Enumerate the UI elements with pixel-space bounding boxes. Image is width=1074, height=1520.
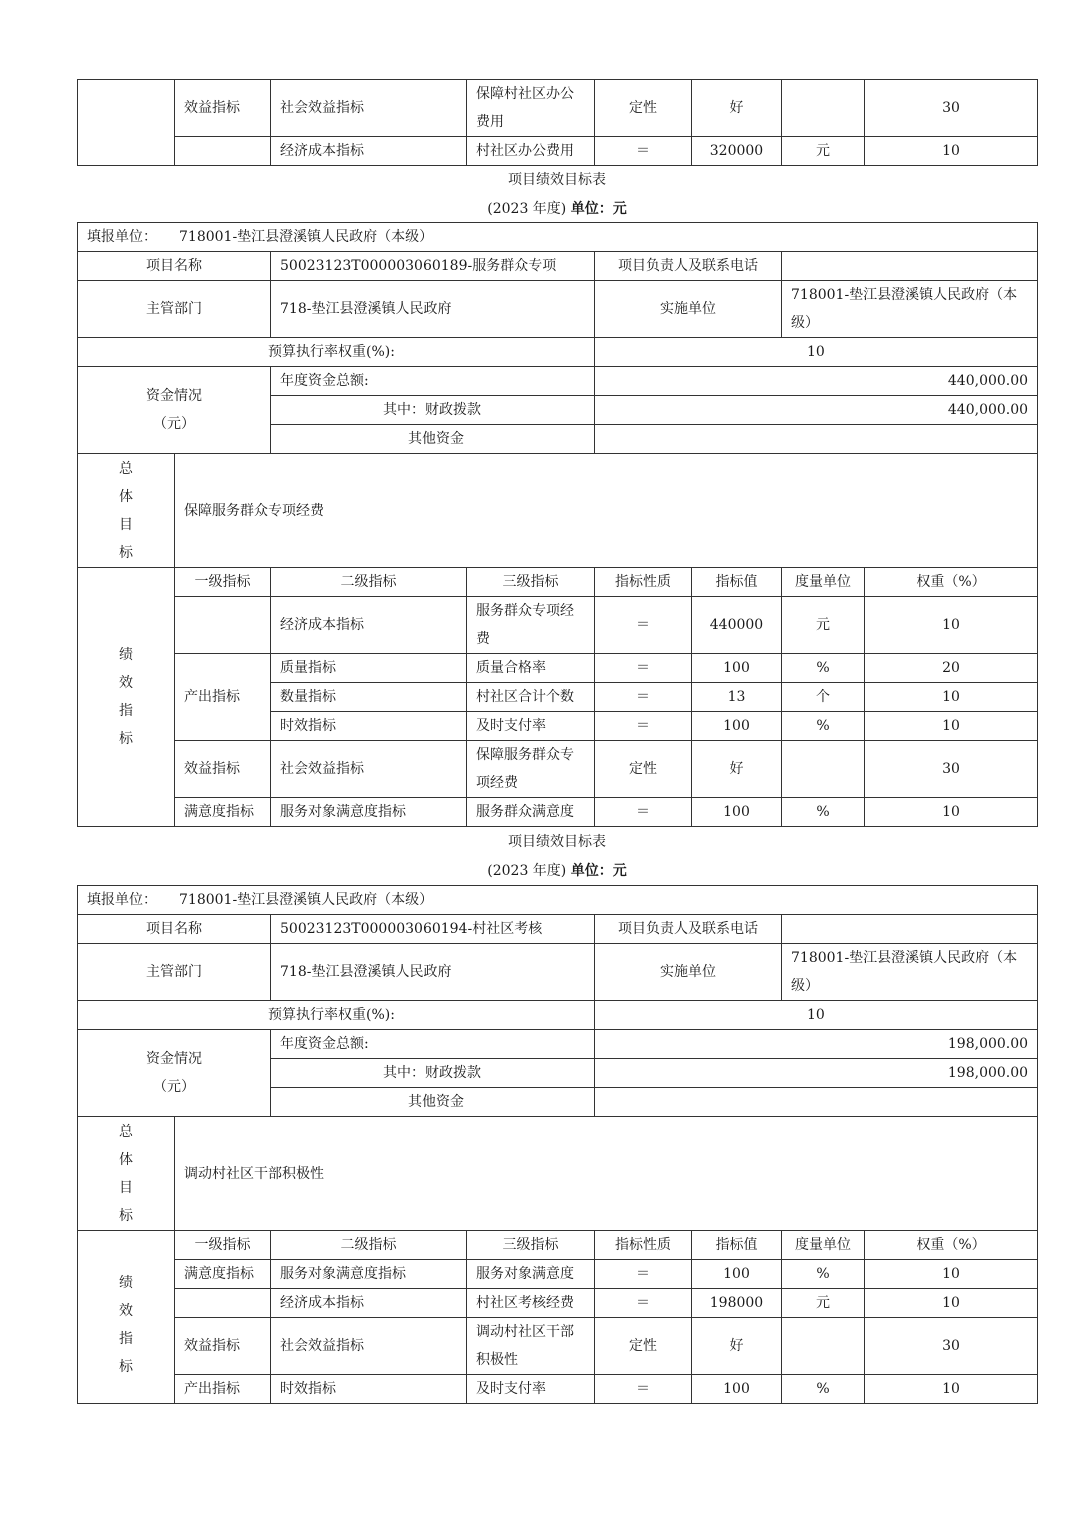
level2-cell: 时效指标 xyxy=(271,1375,467,1404)
overall-goal-value: 保障服务群众专项经费 xyxy=(175,454,1038,568)
fund-other-value xyxy=(595,425,1038,454)
table-title: 项目绩效目标表 xyxy=(508,172,606,188)
unit-cell: 元 xyxy=(782,597,865,654)
nature-cell: 定性 xyxy=(595,741,692,798)
col-header-level1: 一级指标 xyxy=(175,1231,271,1260)
reporting-unit-row: 填报单位： 718001-垫江县澄溪镇人民政府（本级） xyxy=(78,886,1038,915)
level2-cell: 质量指标 xyxy=(271,654,467,683)
table-row xyxy=(78,137,1038,166)
fund-total-label: 年度资金总额: xyxy=(271,1030,595,1059)
budget-weight-value: 10 xyxy=(595,338,1038,367)
weight-cell: 10 xyxy=(865,1375,1038,1404)
nature-cell: ＝ xyxy=(595,1375,692,1404)
value-cell: 100 xyxy=(692,798,782,827)
value-cell: 440000 xyxy=(692,597,782,654)
dept-label: 主管部门 xyxy=(78,281,271,338)
value-cell: 100 xyxy=(692,1375,782,1404)
level1-cell: 效益指标 xyxy=(175,741,271,798)
dept-value: 718-垫江县澄溪镇人民政府 xyxy=(271,944,595,1001)
value-cell: 320000 xyxy=(692,137,782,166)
nature-cell: 定性 xyxy=(595,1318,692,1375)
year-label: (2023 年度) xyxy=(487,863,567,879)
weight-cell: 10 xyxy=(865,1289,1038,1318)
top-fragment-table xyxy=(77,79,1038,166)
col-header-level3: 三级指标 xyxy=(467,568,595,597)
nature-cell: ＝ xyxy=(595,712,692,741)
fund-other-label: 其他资金 xyxy=(271,1088,595,1117)
project-name-label: 项目名称 xyxy=(78,252,271,281)
unit-cell: % xyxy=(782,1375,865,1404)
reporting-unit-value: 718001-垫江县澄溪镇人民政府（本级） xyxy=(179,892,434,908)
dept-value: 718-垫江县澄溪镇人民政府 xyxy=(271,281,595,338)
table-row xyxy=(78,654,1038,683)
table-row xyxy=(78,798,1038,827)
value-cell: 13 xyxy=(692,683,782,712)
level3-cell: 保障村社区办公费用 xyxy=(467,80,595,137)
level3-cell: 及时支付率 xyxy=(467,712,595,741)
impl-label: 实施单位 xyxy=(595,281,782,338)
performance-table-2 xyxy=(77,885,1038,1404)
overall-goal-label: 总 体 目 标 xyxy=(78,1117,175,1231)
col-header-value: 指标值 xyxy=(692,568,782,597)
level1-cell: 满意度指标 xyxy=(175,798,271,827)
reporting-unit-value: 718001-垫江县澄溪镇人民政府（本级） xyxy=(179,229,434,245)
level1-cell xyxy=(175,1289,271,1318)
value-cell: 好 xyxy=(692,1318,782,1375)
year-label: (2023 年度) xyxy=(487,201,567,217)
col-header-weight: 权重（%） xyxy=(865,1231,1038,1260)
table-row xyxy=(78,1375,1038,1404)
fund-total-value: 440,000.00 xyxy=(595,367,1038,396)
table-title: 项目绩效目标表 xyxy=(508,834,606,850)
fund-total-value: 198,000.00 xyxy=(595,1030,1038,1059)
level3-cell: 保障服务群众专项经费 xyxy=(467,741,595,798)
unit-cell: 元 xyxy=(782,137,865,166)
col-header-unit: 度量单位 xyxy=(782,1231,865,1260)
nature-cell: ＝ xyxy=(595,1260,692,1289)
nature-cell: ＝ xyxy=(595,683,692,712)
fund-total-label: 年度资金总额: xyxy=(271,367,595,396)
fund-fiscal-value: 198,000.00 xyxy=(595,1059,1038,1088)
level3-cell: 村社区办公费用 xyxy=(467,137,595,166)
contact-label: 项目负责人及联系电话 xyxy=(595,915,782,944)
level2-cell: 社会效益指标 xyxy=(271,1318,467,1375)
weight-cell: 20 xyxy=(865,654,1038,683)
unit-cell: % xyxy=(782,654,865,683)
table-year-line xyxy=(77,199,1037,219)
nature-cell: ＝ xyxy=(595,137,692,166)
weight-cell: 30 xyxy=(865,1318,1038,1375)
col-header-level2: 二级指标 xyxy=(271,1231,467,1260)
level3-cell: 村社区考核经费 xyxy=(467,1289,595,1318)
col-header-level1: 一级指标 xyxy=(175,568,271,597)
nature-cell: ＝ xyxy=(595,798,692,827)
level2-cell: 数量指标 xyxy=(271,683,467,712)
weight-cell: 10 xyxy=(865,597,1038,654)
fund-fiscal-value: 440,000.00 xyxy=(595,396,1038,425)
dept-label: 主管部门 xyxy=(78,944,271,1001)
level1-cell xyxy=(175,137,271,166)
nature-cell: 定性 xyxy=(595,80,692,137)
unit-cell: % xyxy=(782,1260,865,1289)
weight-cell: 10 xyxy=(865,1260,1038,1289)
overall-goal-label: 总 体 目 标 xyxy=(78,454,175,568)
col-header-nature: 指标性质 xyxy=(595,568,692,597)
col-header-level2: 二级指标 xyxy=(271,568,467,597)
unit-cell: 元 xyxy=(782,1289,865,1318)
table-row xyxy=(78,1289,1038,1318)
weight-cell: 10 xyxy=(865,798,1038,827)
table-row xyxy=(78,1318,1038,1375)
level3-cell: 村社区合计个数 xyxy=(467,683,595,712)
impl-value: 718001-垫江县澄溪镇人民政府（本级） xyxy=(782,281,1038,338)
unit-cell xyxy=(782,741,865,798)
col-header-unit: 度量单位 xyxy=(782,568,865,597)
performance-indicator-label: 绩 效 指 标 xyxy=(78,568,175,827)
level1-cell: 效益指标 xyxy=(175,1318,271,1375)
level2-cell: 时效指标 xyxy=(271,712,467,741)
budget-weight-value: 10 xyxy=(595,1001,1038,1030)
fund-label: 资金情况 （元） xyxy=(78,1030,271,1117)
unit-cell xyxy=(782,1318,865,1375)
weight-cell: 10 xyxy=(865,683,1038,712)
value-cell: 好 xyxy=(692,80,782,137)
level2-cell: 经济成本指标 xyxy=(271,597,467,654)
impl-value: 718001-垫江县澄溪镇人民政府（本级） xyxy=(782,944,1038,1001)
unit-label: 单位：元 xyxy=(570,201,627,217)
unit-cell: 个 xyxy=(782,683,865,712)
overall-goal-value: 调动村社区干部积极性 xyxy=(175,1117,1038,1231)
level1-cell: 产出指标 xyxy=(175,654,271,741)
level2-cell: 社会效益指标 xyxy=(271,80,467,137)
project-name-label: 项目名称 xyxy=(78,915,271,944)
unit-cell xyxy=(782,80,865,137)
reporting-unit-row: 填报单位： 718001-垫江县澄溪镇人民政府（本级） xyxy=(78,223,1038,252)
impl-label: 实施单位 xyxy=(595,944,782,1001)
value-cell: 好 xyxy=(692,741,782,798)
level2-cell: 服务对象满意度指标 xyxy=(271,1260,467,1289)
contact-value xyxy=(782,915,1038,944)
budget-weight-label: 预算执行率权重(%): xyxy=(78,338,595,367)
level3-cell: 及时支付率 xyxy=(467,1375,595,1404)
budget-weight-label: 预算执行率权重(%): xyxy=(78,1001,595,1030)
fund-other-value xyxy=(595,1088,1038,1117)
col-header-weight: 权重（%） xyxy=(865,568,1038,597)
level1-cell: 产出指标 xyxy=(175,1375,271,1404)
table-row xyxy=(78,1260,1038,1289)
weight-cell: 10 xyxy=(865,712,1038,741)
fund-label: 资金情况 （元） xyxy=(78,367,271,454)
project-name-value: 50023123T000003060194-村社区考核 xyxy=(271,915,595,944)
level2-cell: 服务对象满意度指标 xyxy=(271,798,467,827)
level3-cell: 服务群众专项经费 xyxy=(467,597,595,654)
unit-cell: % xyxy=(782,712,865,741)
weight-cell: 10 xyxy=(865,137,1038,166)
col-header-value: 指标值 xyxy=(692,1231,782,1260)
weight-cell: 30 xyxy=(865,741,1038,798)
value-cell: 100 xyxy=(692,712,782,741)
performance-table-1 xyxy=(77,222,1038,827)
level1-cell: 效益指标 xyxy=(175,80,271,137)
value-cell: 198000 xyxy=(692,1289,782,1318)
value-cell: 100 xyxy=(692,1260,782,1289)
table-row xyxy=(78,741,1038,798)
value-cell: 100 xyxy=(692,654,782,683)
level1-cell xyxy=(175,597,271,654)
nature-cell: ＝ xyxy=(595,1289,692,1318)
contact-label: 项目负责人及联系电话 xyxy=(595,252,782,281)
level2-cell: 社会效益指标 xyxy=(271,741,467,798)
level3-cell: 调动村社区干部积极性 xyxy=(467,1318,595,1375)
table-row xyxy=(78,80,1038,137)
fund-fiscal-label: 其中：财政拨款 xyxy=(271,1059,595,1088)
level2-cell: 经济成本指标 xyxy=(271,1289,467,1318)
unit-cell: % xyxy=(782,798,865,827)
unit-label: 单位：元 xyxy=(570,863,627,879)
col-header-level3: 三级指标 xyxy=(467,1231,595,1260)
weight-cell: 30 xyxy=(865,80,1038,137)
level3-cell: 服务群众满意度 xyxy=(467,798,595,827)
performance-indicator-label: 绩 效 指 标 xyxy=(78,1231,175,1404)
fund-other-label: 其他资金 xyxy=(271,425,595,454)
level3-cell: 质量合格率 xyxy=(467,654,595,683)
col-header-nature: 指标性质 xyxy=(595,1231,692,1260)
table-year-line xyxy=(77,861,1037,881)
nature-cell: ＝ xyxy=(595,597,692,654)
project-name-value: 50023123T000003060189-服务群众专项 xyxy=(271,252,595,281)
level3-cell: 服务对象满意度 xyxy=(467,1260,595,1289)
table-row xyxy=(78,597,1038,654)
fund-fiscal-label: 其中：财政拨款 xyxy=(271,396,595,425)
level1-cell: 满意度指标 xyxy=(175,1260,271,1289)
level2-cell: 经济成本指标 xyxy=(271,137,467,166)
contact-value xyxy=(782,252,1038,281)
nature-cell: ＝ xyxy=(595,654,692,683)
